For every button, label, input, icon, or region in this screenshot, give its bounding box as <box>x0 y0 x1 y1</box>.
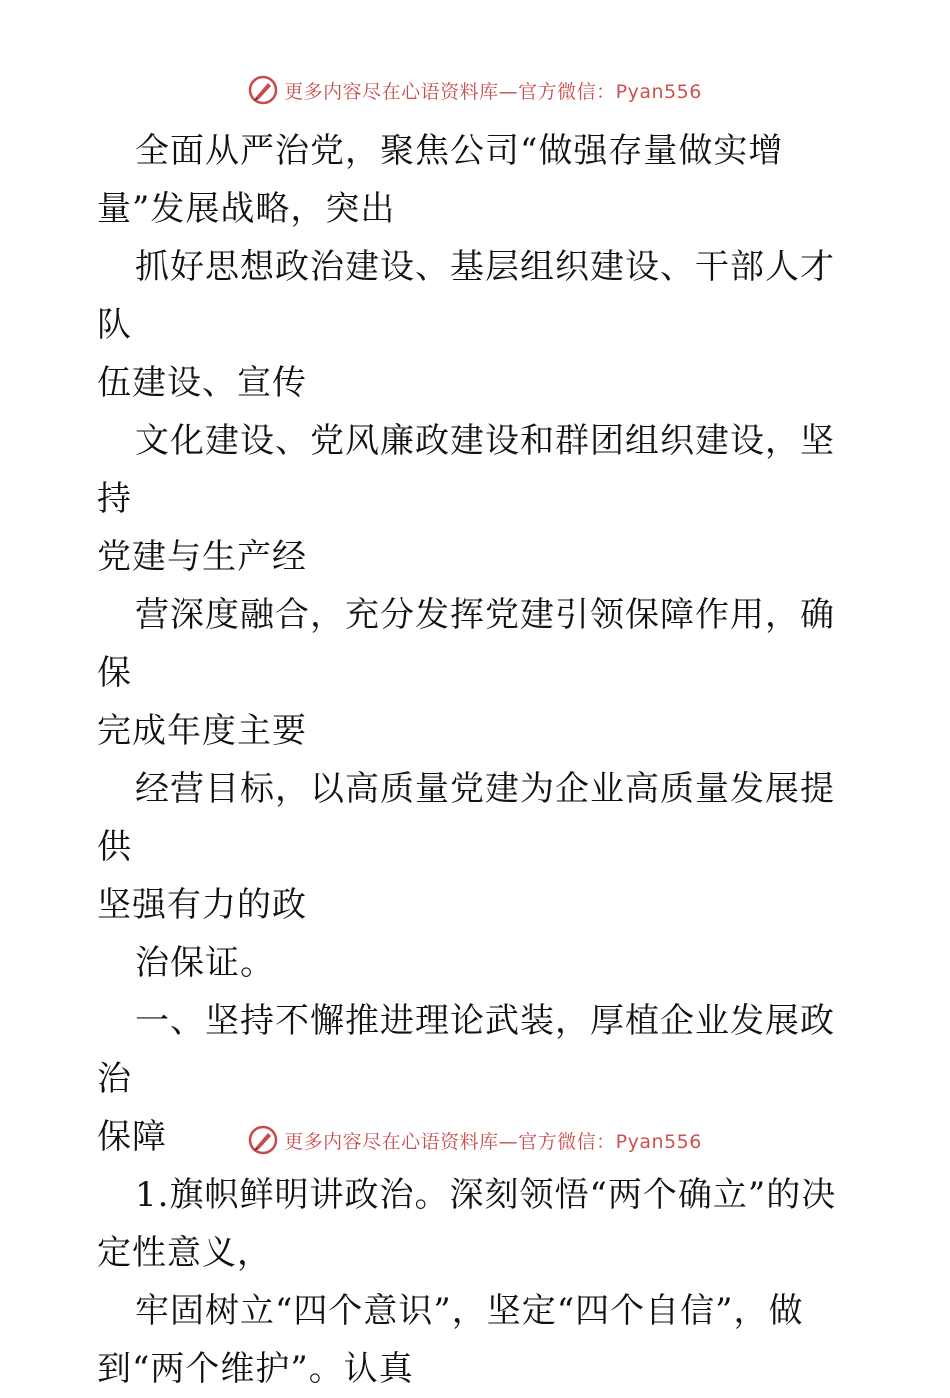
text-line: 1.旗帜鲜明讲政治。深刻领悟“两个确立”的决 <box>135 1175 837 1215</box>
text-line: 量”发展战略，突出 <box>97 189 396 229</box>
text-line: 治保证。 <box>135 943 275 983</box>
section-heading-continued: 保障 <box>97 1117 167 1157</box>
text-line: 党建与生产经 <box>97 537 307 577</box>
watermark-text: 更多内容尽在心语资料库—官方微信：Pyan556 <box>284 80 702 103</box>
text-line: 营深度融合，充分发挥党建引领保障作用，确保 <box>97 595 835 693</box>
document-body <box>97 122 857 1398</box>
header-watermark-banner <box>0 70 950 110</box>
text-line: 抓好思想政治建设、基层组织建设、干部人才队 <box>97 247 835 345</box>
text-line: 全面从严治党，聚焦公司“做强存量做实增 <box>135 131 784 171</box>
pen-logo-icon <box>248 1125 278 1155</box>
text-line: 伍建设、宣传 <box>97 363 307 403</box>
footer-watermark-banner <box>0 1120 950 1160</box>
text-line: 到“两个维护”。认真 <box>97 1349 414 1389</box>
text-line: 文化建设、党风廉政建设和群团组织建设，坚持 <box>97 421 835 519</box>
text-line: 牢固树立“四个意识”，坚定“四个自信”，做 <box>135 1291 804 1331</box>
section-heading: 一、坚持不懈推进理论武装，厚植企业发展政治 <box>97 1001 835 1099</box>
text-line: 完成年度主要 <box>97 711 307 751</box>
text-line: 定性意义， <box>97 1233 272 1273</box>
watermark-text: 更多内容尽在心语资料库—官方微信：Pyan556 <box>284 1130 702 1153</box>
text-line: 经营目标，以高质量党建为企业高质量发展提供 <box>97 769 835 867</box>
text-line: 坚强有力的政 <box>97 885 307 925</box>
pen-logo-icon <box>248 75 278 105</box>
